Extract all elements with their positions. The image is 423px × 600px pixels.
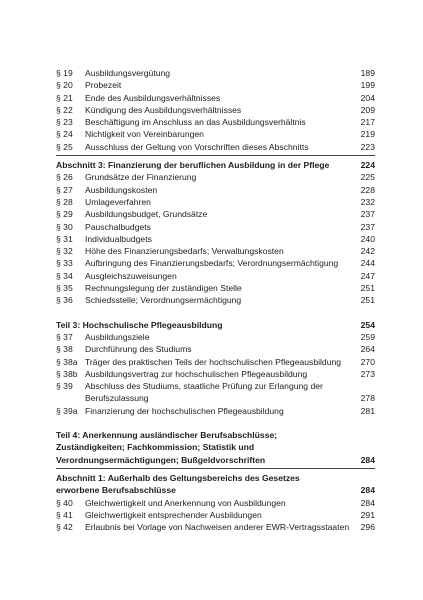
toc-entry-title: Ende des Ausbildungsverhältnisses: [85, 92, 221, 103]
toc-entry-number: § 24: [56, 129, 73, 140]
section-spacer: [56, 307, 375, 319]
toc-entry-number: § 34: [56, 270, 73, 281]
toc-entry-title: Durchführung des Studiums: [85, 344, 192, 355]
toc-entry-title: Umlageverfahren: [85, 196, 151, 207]
toc-entry: [56, 245, 375, 257]
toc-entry-number: § 30: [56, 221, 73, 232]
toc-entry: [56, 405, 375, 417]
toc-page-number: 224: [360, 160, 375, 171]
toc-entry: [56, 184, 375, 196]
toc-entry: [56, 294, 375, 306]
toc-page-number: 237: [360, 209, 375, 220]
toc-entry-number: § 35: [56, 283, 73, 294]
toc-entry: [56, 196, 375, 208]
toc-entry: [56, 171, 375, 183]
toc-entry: [56, 282, 375, 294]
toc-entry-number: § 38b: [56, 368, 78, 379]
toc-page-number: 284: [360, 485, 375, 496]
toc-entry-number: § 38a: [56, 356, 78, 367]
toc-entry: [56, 104, 375, 116]
toc-entry-title: Ausbildungskosten: [85, 184, 158, 195]
toc-entry-number: § 21: [56, 92, 73, 103]
toc-section-heading: [56, 472, 375, 497]
section-spacer: [56, 417, 375, 429]
toc-entry-title: Gleichwertigkeit entsprechender Ausbildungen: [85, 509, 262, 520]
toc-page-number: 259: [360, 331, 375, 342]
toc-entry-title: Höhe des Finanzierungsbedarfs; Verwaltungskosten: [85, 246, 284, 257]
toc-entry-title: Ausbildungsvertrag zur hochschulischen Pflegeausbildung: [85, 368, 308, 379]
toc-page-number: 217: [360, 117, 375, 128]
toc-entry-number: § 25: [56, 141, 73, 152]
toc-entry-title: Pauschalbudgets: [85, 221, 151, 232]
toc-entry-number: § 20: [56, 80, 73, 91]
toc-entry: [56, 257, 375, 269]
toc-page-number: 244: [360, 258, 375, 269]
toc-entry-title: Beschäftigung im Anschluss an das Ausbildungsverhältnis: [85, 117, 306, 128]
toc-entry-number: § 31: [56, 233, 73, 244]
toc-entry-title: Träger des praktischen Teils der hochschulischen Pflegeausbildung: [85, 356, 342, 367]
toc-entry: [56, 521, 375, 533]
toc-entry: [56, 116, 375, 128]
toc-entry: [56, 67, 375, 79]
toc-entry-number: § 41: [56, 509, 73, 520]
table-of-contents: [56, 67, 375, 533]
toc-page-number: 296: [360, 522, 375, 533]
toc-heading-title: Teil 4: Anerkennung ausländischer Berufsabschlüsse; Zuständigkeiten; Fachkommission; Statistik und Verordnungsermächtigungen; Bußgeldvorschriften: [56, 430, 278, 465]
toc-entry-number: § 42: [56, 522, 73, 533]
toc-entry-title: Rechnungslegung der zuständigen Stelle: [85, 283, 242, 294]
toc-page-number: 278: [360, 393, 375, 404]
toc-entry-number: § 37: [56, 331, 73, 342]
toc-page-number: 270: [360, 356, 375, 367]
section-divider: [56, 155, 375, 156]
toc-page-number: 189: [360, 68, 375, 78]
toc-entry-number: § 40: [56, 497, 73, 508]
toc-section-heading: [56, 159, 375, 171]
toc-entry: [56, 270, 375, 282]
toc-entry: [56, 343, 375, 355]
toc-entry: [56, 497, 375, 509]
toc-page-number: 242: [360, 246, 375, 257]
toc-page-number: 254: [360, 319, 375, 330]
toc-page-number: 204: [360, 92, 375, 103]
toc-entry-title: Grundsätze der Finanzierung: [85, 172, 197, 183]
toc-page-number: 232: [360, 196, 375, 207]
toc-entry-number: § 33: [56, 258, 73, 269]
toc-entry-title: Ausbildungsziele: [85, 331, 150, 342]
toc-heading-title: Abschnitt 1: Außerhalb des Geltungsbereichs des Gesetzes erworbene Berufsabschlüsse: [56, 472, 300, 496]
toc-entry: [56, 368, 375, 380]
toc-entry-title: Ausschluss der Geltung von Vorschriften dieses Abschnitts: [85, 141, 309, 152]
toc-entry-number: § 36: [56, 295, 73, 306]
section-divider: [56, 468, 375, 469]
toc-page-number: 228: [360, 184, 375, 195]
toc-entry-title: Ausbildungsbudget, Grundsätze: [85, 209, 208, 220]
toc-entry-title: Ausbildungsvergütung: [85, 68, 171, 78]
toc-entry-number: § 39: [56, 381, 73, 392]
toc-entry: [56, 331, 375, 343]
toc-entry: [56, 208, 375, 220]
toc-entry-title: Aufbringung des Finanzierungsbedarfs; Verordnungsermächtigung: [85, 258, 339, 269]
toc-entry: [56, 79, 375, 91]
toc-entry: [56, 509, 375, 521]
toc-entry-number: § 29: [56, 209, 73, 220]
toc-entry-number: § 19: [56, 68, 73, 78]
toc-page-number: 281: [360, 405, 375, 416]
toc-page-number: 291: [360, 509, 375, 520]
toc-entry-title: Erlaubnis bei Vorlage von Nachweisen anderer EWR-Vertragsstaaten: [85, 522, 350, 533]
toc-page-number: 225: [360, 172, 375, 183]
toc-entry: [56, 141, 375, 153]
toc-entry-number: § 27: [56, 184, 73, 195]
toc-entry-title: Nichtigkeit von Vereinbarungen: [85, 129, 204, 140]
toc-entry-title: Probezeit: [85, 80, 122, 91]
toc-page-number: 223: [360, 141, 375, 152]
toc-entry-number: § 39a: [56, 405, 78, 416]
toc-entry: [56, 92, 375, 104]
toc-page-number: 209: [360, 104, 375, 115]
toc-entry-title: Individualbudgets: [85, 233, 152, 244]
toc-page-number: 240: [360, 233, 375, 244]
toc-entry-title: Kündigung des Ausbildungsverhältnisses: [85, 104, 242, 115]
toc-page-number: 237: [360, 221, 375, 232]
toc-page-number: 264: [360, 344, 375, 355]
toc-entry-title: Ausgleichszuweisungen: [85, 270, 177, 281]
toc-entry-title: Schiedsstelle; Verordnungsermächtigung: [85, 295, 242, 306]
toc-page-number: 273: [360, 368, 375, 379]
toc-entry-number: § 28: [56, 196, 73, 207]
toc-entry-number: § 26: [56, 172, 73, 183]
toc-page-number: 219: [360, 129, 375, 140]
toc-entry: [56, 128, 375, 140]
toc-entry-number: § 22: [56, 104, 73, 115]
toc-entry-number: § 38: [56, 344, 73, 355]
toc-page-number: 251: [360, 283, 375, 294]
toc-entry-number: § 23: [56, 117, 73, 128]
toc-entry: [56, 221, 375, 233]
toc-entry-title: Finanzierung der hochschulischen Pflegeausbildung: [85, 405, 284, 416]
toc-entry: [56, 380, 375, 405]
toc-heading-title: Abschnitt 3: Finanzierung der beruflichen Ausbildung in der Pflege: [56, 160, 330, 171]
toc-page-number: 284: [360, 497, 375, 508]
toc-page-number: 247: [360, 270, 375, 281]
toc-page-number: 251: [360, 295, 375, 306]
toc-entry: [56, 356, 375, 368]
toc-page-number: 199: [360, 80, 375, 91]
toc-heading-title: Teil 3: Hochschulische Pflegeausbildung: [56, 319, 223, 330]
toc-entry-title: Gleichwertigkeit und Anerkennung von Ausbildungen: [85, 497, 286, 508]
toc-page-number: 284: [360, 454, 375, 465]
toc-section-heading: [56, 319, 375, 331]
toc-entry: [56, 233, 375, 245]
toc-entry-number: § 32: [56, 246, 73, 257]
toc-entry-title: Abschluss des Studiums, staatliche Prüfung zur Erlangung der Berufszulassung: [85, 381, 323, 404]
toc-section-heading: [56, 429, 375, 466]
